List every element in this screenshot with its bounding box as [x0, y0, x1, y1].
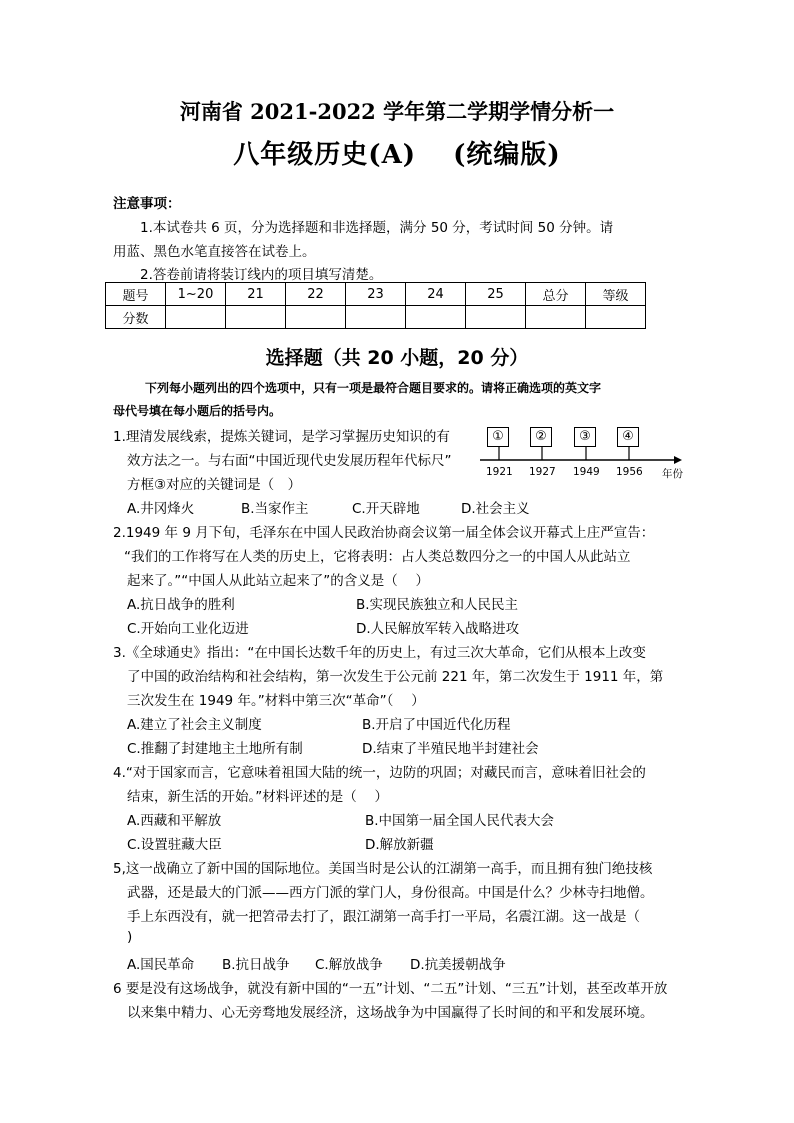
- q3-option-a[interactable]: A.建立了社会主义制度: [127, 717, 262, 733]
- q3-line-3: 三次发生在 1949 年。”材料中第三次“革命”（ ）: [127, 693, 425, 709]
- timeline-year-4: 1956: [616, 466, 643, 478]
- header-cell: 24: [406, 283, 466, 306]
- q1-option-d[interactable]: D.社会主义: [461, 501, 530, 517]
- page-title: 河南省 2021-2022 学年第二学期学情分析一: [179, 99, 615, 124]
- q5-option-c[interactable]: C.解放战争: [315, 957, 383, 973]
- notes-heading: 注意事项：: [113, 196, 181, 212]
- q4-option-c[interactable]: C.设置驻藏大臣: [127, 837, 222, 853]
- q4-option-d[interactable]: D.解放新疆: [365, 837, 434, 853]
- timeline-year-1: 1921: [486, 466, 513, 478]
- q4-line-2: 结束，新生活的开始。”材料评述的是（ ）: [127, 789, 389, 805]
- score-cell[interactable]: [346, 306, 406, 329]
- q6-line-2: 以来集中精力、心无旁骛地发展经济，这场战争为中国赢得了长时间的和平和发展环境。: [127, 1005, 654, 1021]
- header-cell: 题号: [106, 283, 166, 306]
- row-label: 分数: [106, 306, 166, 329]
- score-cell[interactable]: [406, 306, 466, 329]
- header-cell: 22: [286, 283, 346, 306]
- q5-option-a[interactable]: A.国民革命: [127, 957, 195, 973]
- timeline-year-3: 1949: [573, 466, 600, 478]
- section-title: 选择题（共 20 小题，20 分）: [265, 347, 529, 369]
- q1-line-2: 效方法之一。与右面“中国近现代史发展历程年代标尺”: [127, 453, 452, 469]
- timeline-box-3: ③: [574, 427, 596, 447]
- q2-option-d[interactable]: D.人民解放军转入战略进攻: [356, 621, 520, 637]
- q2-option-a[interactable]: A.抗日战争的胜利: [127, 597, 235, 613]
- header-cell: 21: [226, 283, 286, 306]
- score-table: [105, 282, 646, 329]
- q2-option-b[interactable]: B.实现民族独立和人民民主: [356, 597, 519, 613]
- q5-line-3: 手上东西没有，就一把笤帚去打了，跟江湖第一高手打一平局，名震江湖。这一战是（: [127, 909, 640, 925]
- header-cell: 25: [466, 283, 526, 306]
- q3-option-c[interactable]: C.推翻了封建地主土地所有制: [127, 741, 303, 757]
- q1-line-1: 1.理清发展线索，提炼关键词，是学习掌握历史知识的有: [113, 429, 450, 445]
- q2-line-2: “我们的工作将写在人类的历史上，它将表明：占人类总数四分之一的中国人从此站立: [124, 549, 631, 565]
- score-table-score-row: [106, 306, 646, 329]
- q3-option-d[interactable]: D.结束了半殖民地半封建社会: [362, 741, 539, 757]
- section-instruction-2: 母代号填在每小题后的括号内。: [113, 404, 282, 418]
- q3-line-1: 3.《全球通史》指出：“在中国长达数千年的历史上，有过三次大革命，它们从根本上改变: [113, 645, 646, 661]
- q5-option-b[interactable]: B.抗日战争: [222, 957, 290, 973]
- timeline-axis-label: 年份: [662, 468, 683, 480]
- score-cell[interactable]: [466, 306, 526, 329]
- header-cell: 23: [346, 283, 406, 306]
- score-table-header-row: [106, 283, 646, 306]
- q5-option-d[interactable]: D.抗美援朝战争: [410, 957, 506, 973]
- header-cell: 等级: [586, 283, 646, 306]
- q6-line-1: 6 要是没有这场战争，就没有新中国的“一五”计划、“二五”计划、“三五”计划，甚至改革开放: [113, 981, 668, 997]
- score-cell[interactable]: [586, 306, 646, 329]
- q2-option-c[interactable]: C.开始向工业化迈进: [127, 621, 249, 637]
- page-subtitle: 八年级历史(A) (统编版): [233, 140, 561, 170]
- timeline-figure: [478, 422, 688, 482]
- q5-line-4: ): [127, 929, 133, 945]
- q1-option-c[interactable]: C.开天辟地: [352, 501, 420, 517]
- note-line-1b: 用蓝、黑色水笔直接答在试卷上。: [113, 244, 316, 260]
- q3-option-b[interactable]: B.开启了中国近代化历程: [362, 717, 511, 733]
- score-cell[interactable]: [166, 306, 226, 329]
- score-cell[interactable]: [286, 306, 346, 329]
- q4-option-a[interactable]: A.西藏和平解放: [127, 813, 222, 829]
- q1-option-a[interactable]: A.井冈烽火: [127, 501, 195, 517]
- section-instruction-1: 下列每小题列出的四个选项中，只有一项是最符合题目要求的。请将正确选项的英文字: [145, 381, 602, 395]
- header-cell: 总分: [526, 283, 586, 306]
- q2-line-3: 起来了。”“中国人从此站立起来了”的含义是（ ）: [127, 573, 430, 589]
- q4-line-1: 4.“对于国家而言，它意味着祖国大陆的统一，边防的巩固；对藏民而言，意味着旧社会的: [113, 765, 646, 781]
- q5-line-1: 5,这一战确立了新中国的国际地位。美国当时是公认的江湖第一高手，而且拥有独门绝技核: [113, 861, 653, 877]
- score-cell[interactable]: [226, 306, 286, 329]
- timeline-box-4: ④: [617, 427, 639, 447]
- note-line-1: 1.本试卷共 6 页，分为选择题和非选择题，满分 50 分，考试时间 50 分钟。请: [140, 220, 614, 236]
- timeline-year-2: 1927: [529, 466, 556, 478]
- timeline-box-2: ②: [530, 427, 552, 447]
- score-cell[interactable]: [526, 306, 586, 329]
- q1-line-3: 方框③对应的关键词是（ ）: [127, 477, 302, 493]
- header-cell: 1~20: [166, 283, 226, 306]
- note-line-2: 2.答卷前请将装订线内的项目填写清楚。: [140, 267, 383, 283]
- timeline-box-1: ①: [487, 427, 509, 447]
- q2-line-1: 2.1949 年 9 月下旬，毛泽东在中国人民政治协商会议第一届全体会议开幕式上庄严宣告：: [113, 525, 655, 541]
- q4-option-b[interactable]: B.中国第一届全国人民代表大会: [365, 813, 555, 829]
- q5-line-2: 武器，还是最大的门派——西方门派的掌门人，身份很高。中国是什么？少林寺扫地僧。: [127, 885, 654, 901]
- q1-option-b[interactable]: B.当家作主: [241, 501, 309, 517]
- q3-line-2: 了中国的政治结构和社会结构，第一次发生于公元前 221 年，第二次发生于 1911 年，第: [127, 669, 664, 685]
